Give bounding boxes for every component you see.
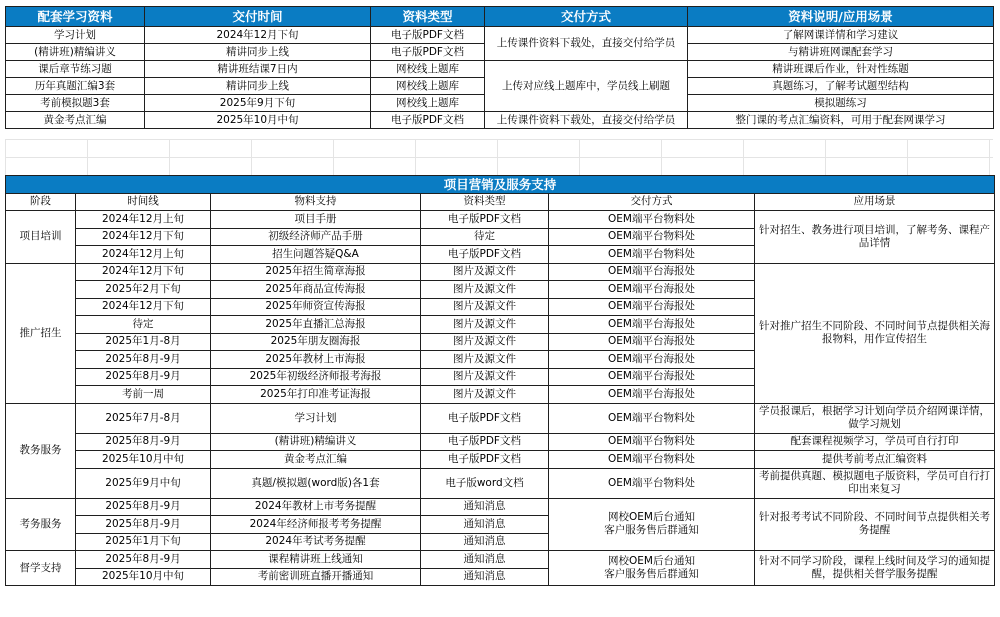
table2-title: 项目营销及服务支持 [6, 176, 995, 194]
material-item: 2025年打印准考证海报 [211, 386, 421, 404]
col-header-stage: 阶段 [6, 193, 76, 211]
delivery-method: OEM端平台海报处 [549, 298, 755, 316]
material-item: 2025年教材上市海报 [211, 351, 421, 369]
delivery-time: 精讲班结课7日内 [145, 61, 371, 78]
timeline: 2024年12月下旬 [76, 263, 211, 281]
material-type: 电子版PDF文档 [371, 27, 485, 44]
timeline: 2025年10月中旬 [76, 568, 211, 586]
material-type: 待定 [421, 228, 549, 246]
material-type: 通知消息 [421, 551, 549, 569]
timeline: 2024年12月下旬 [76, 298, 211, 316]
col-header-delivery-time: 交付时间 [145, 7, 371, 27]
material-description: 整门课的考点汇编资料，可用于配套网课学习 [688, 112, 994, 129]
material-description: 了解网课详情和学习建议 [688, 27, 994, 44]
material-item: 2025年初级经济师报考海报 [211, 368, 421, 386]
table-row [6, 211, 995, 229]
table1-header-row [6, 7, 994, 27]
material-type: 电子版PDF文档 [371, 44, 485, 61]
material-item: 2024年经济师报考考务提醒 [211, 516, 421, 534]
material-item: 2025年朋友圈海报 [211, 333, 421, 351]
delivery-method: OEM端平台物料处 [549, 433, 755, 451]
timeline: 2025年7月-8月 [76, 403, 211, 433]
delivery-time: 精讲同步上线 [145, 44, 371, 61]
table-row [6, 112, 994, 129]
stage-label: 推广招生 [6, 263, 76, 403]
delivery-method: OEM端平台物料处 [549, 451, 755, 469]
material-item: 2024年教材上市考务提醒 [211, 498, 421, 516]
material-name: 历年真题汇编3套 [6, 78, 145, 95]
col-header-delivery-method: 交付方式 [485, 7, 688, 27]
material-item: 学习计划 [211, 403, 421, 433]
timeline: 2025年10月中旬 [76, 451, 211, 469]
delivery-method: OEM端平台物料处 [549, 211, 755, 229]
scenario: 针对不同学习阶段，课程上线时间及学习的通知提醒，提供相关督学服务提醒 [755, 551, 995, 586]
material-type: 通知消息 [421, 533, 549, 551]
table-row [6, 263, 995, 281]
timeline: 考前一周 [76, 386, 211, 404]
scenario: 针对推广招生不同阶段、不同时间节点提供相关海报物料，用作宣传招生 [755, 263, 995, 403]
material-type: 图片及源文件 [421, 263, 549, 281]
delivery-method: 网校OEM后台通知 客户服务售后群通知 [549, 498, 755, 551]
material-type: 电子版PDF文档 [421, 246, 549, 264]
material-type: 电子版PDF文档 [421, 211, 549, 229]
table2-title-row [6, 176, 995, 194]
material-description: 模拟题练习 [688, 95, 994, 112]
col-header-timeline: 时间线 [76, 193, 211, 211]
table-row [6, 468, 995, 498]
material-item: 黄金考点汇编 [211, 451, 421, 469]
material-type: 网校线上题库 [371, 78, 485, 95]
scenario: 配套课程视频学习，学员可自行打印 [755, 433, 995, 451]
material-type: 通知消息 [421, 498, 549, 516]
delivery-method: OEM端平台物料处 [549, 403, 755, 433]
timeline: 2024年12月上旬 [76, 211, 211, 229]
scenario: 学员报课后，根据学习计划向学员介绍网课详情，做学习规划 [755, 403, 995, 433]
delivery-time: 2025年10月中旬 [145, 112, 371, 129]
timeline: 2025年1月下旬 [76, 533, 211, 551]
timeline: 2025年2月下旬 [76, 281, 211, 299]
delivery-method: OEM端平台海报处 [549, 316, 755, 334]
delivery-time: 2024年12月下旬 [145, 27, 371, 44]
marketing-service-table [5, 175, 995, 586]
table-row [6, 27, 994, 44]
material-type: 图片及源文件 [421, 281, 549, 299]
table-row [6, 433, 995, 451]
material-item: 项目手册 [211, 211, 421, 229]
col-header-description: 资料说明/应用场景 [688, 7, 994, 27]
material-name: 课后章节练习题 [6, 61, 145, 78]
timeline: 2025年8月-9月 [76, 516, 211, 534]
delivery-time: 2025年9月下旬 [145, 95, 371, 112]
table-row [6, 61, 994, 78]
col-header-material-type: 资料类型 [371, 7, 485, 27]
timeline: 2024年12月下旬 [76, 228, 211, 246]
delivery-time: 精讲同步上线 [145, 78, 371, 95]
material-type: 图片及源文件 [421, 386, 549, 404]
delivery-method: OEM端平台海报处 [549, 351, 755, 369]
col-header-delivery-method: 交付方式 [549, 193, 755, 211]
scenario: 针对招生、教务进行项目培训，了解考务、课程产品详情 [755, 211, 995, 264]
stage-label: 教务服务 [6, 403, 76, 498]
material-type: 电子版PDF文档 [371, 112, 485, 129]
timeline: 2025年8月-9月 [76, 551, 211, 569]
timeline: 2025年9月中旬 [76, 468, 211, 498]
col-header-material-type: 资料类型 [421, 193, 549, 211]
col-header-scenario: 应用场景 [755, 193, 995, 211]
material-description: 与精讲班网课配套学习 [688, 44, 994, 61]
table-row [6, 451, 995, 469]
material-item: 考前密训班直播开播通知 [211, 568, 421, 586]
delivery-method: 上传课件资料下载处，直接交付给学员 [485, 27, 688, 61]
timeline: 2024年12月上旬 [76, 246, 211, 264]
table-row [6, 551, 995, 569]
material-type: 电子版word文档 [421, 468, 549, 498]
delivery-method: OEM端平台物料处 [549, 228, 755, 246]
material-item: 2025年师资宣传海报 [211, 298, 421, 316]
scenario: 针对报考考试不同阶段、不同时间节点提供相关考务提醒 [755, 498, 995, 551]
material-item: 初级经济师产品手册 [211, 228, 421, 246]
material-item: 2024年考试考务提醒 [211, 533, 421, 551]
material-name: (精讲班)精编讲义 [6, 44, 145, 61]
delivery-method: OEM端平台海报处 [549, 281, 755, 299]
material-item: 课程精讲班上线通知 [211, 551, 421, 569]
col-header-materials: 物料支持 [211, 193, 421, 211]
material-type: 电子版PDF文档 [421, 403, 549, 433]
material-item: 真题/模拟题(word版)各1套 [211, 468, 421, 498]
material-item: 2025年商品宣传海报 [211, 281, 421, 299]
material-item: 招生问题答疑Q&A [211, 246, 421, 264]
material-name: 考前模拟题3套 [6, 95, 145, 112]
material-type: 网校线上题库 [371, 95, 485, 112]
delivery-method: OEM端平台物料处 [549, 246, 755, 264]
material-item: (精讲班)精编讲义 [211, 433, 421, 451]
timeline: 2025年1月-8月 [76, 333, 211, 351]
material-type: 图片及源文件 [421, 298, 549, 316]
study-materials-table [5, 6, 994, 129]
stage-label: 督学支持 [6, 551, 76, 586]
empty-spreadsheet-grid [5, 139, 993, 175]
material-type: 图片及源文件 [421, 333, 549, 351]
timeline: 2025年8月-9月 [76, 368, 211, 386]
material-type: 电子版PDF文档 [421, 433, 549, 451]
timeline: 2025年8月-9月 [76, 433, 211, 451]
material-description: 精讲班课后作业，针对性练题 [688, 61, 994, 78]
material-type: 通知消息 [421, 516, 549, 534]
material-name: 学习计划 [6, 27, 145, 44]
material-type: 电子版PDF文档 [421, 451, 549, 469]
timeline: 待定 [76, 316, 211, 334]
scenario: 考前提供真题、模拟题电子版资料，学员可自行打印出来复习 [755, 468, 995, 498]
delivery-method: 上传对应线上题库中，学员线上刷题 [485, 61, 688, 112]
material-item: 2025年招生简章海报 [211, 263, 421, 281]
table-row [6, 403, 995, 433]
material-item: 2025年直播汇总海报 [211, 316, 421, 334]
stage-label: 项目培训 [6, 211, 76, 264]
table2-header-row [6, 193, 995, 211]
stage-label: 考务服务 [6, 498, 76, 551]
delivery-method: 网校OEM后台通知 客户服务售后群通知 [549, 551, 755, 586]
timeline: 2025年8月-9月 [76, 498, 211, 516]
material-type: 通知消息 [421, 568, 549, 586]
col-header-materials: 配套学习资料 [6, 7, 145, 27]
delivery-method: OEM端平台海报处 [549, 386, 755, 404]
material-type: 网校线上题库 [371, 61, 485, 78]
delivery-method: OEM端平台物料处 [549, 468, 755, 498]
scenario: 提供考前考点汇编资料 [755, 451, 995, 469]
timeline: 2025年8月-9月 [76, 351, 211, 369]
delivery-method: OEM端平台海报处 [549, 368, 755, 386]
material-description: 真题练习，了解考试题型结构 [688, 78, 994, 95]
material-type: 图片及源文件 [421, 316, 549, 334]
delivery-method: 上传课件资料下载处，直接交付给学员 [485, 112, 688, 129]
material-type: 图片及源文件 [421, 351, 549, 369]
material-type: 图片及源文件 [421, 368, 549, 386]
delivery-method: OEM端平台海报处 [549, 263, 755, 281]
delivery-method: OEM端平台海报处 [549, 333, 755, 351]
table-row [6, 498, 995, 516]
material-name: 黄金考点汇编 [6, 112, 145, 129]
